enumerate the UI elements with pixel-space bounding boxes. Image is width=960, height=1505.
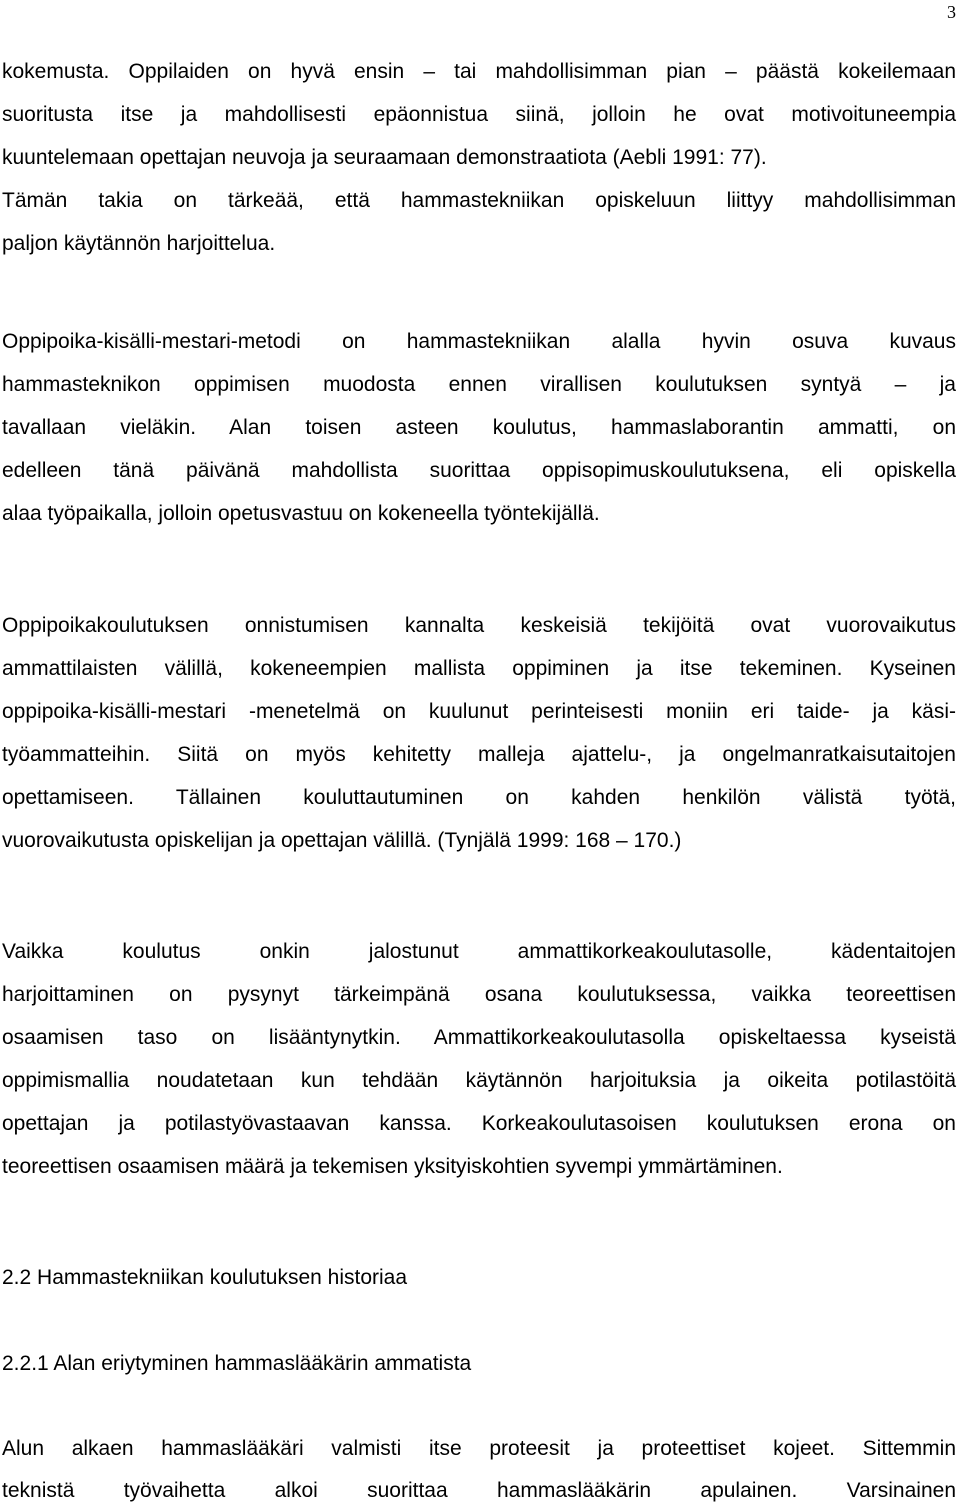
text-line: paljon käytännön harjoittelua.: [2, 232, 276, 255]
text-line: opettajan ja potilastyövastaavan kanssa. Korkeakoulutasoisen koulutuksen erona on: [2, 1112, 956, 1135]
text-line: tavallaan vieläkin. Alan toisen asteen koulutus, hammaslaborantin ammatti, on: [2, 416, 956, 439]
text-line: hammasteknikon oppimisen muodosta ennen virallisen koulutuksen syntyä – ja: [2, 373, 956, 396]
text-line: teoreettisen osaamisen määrä ja tekemisen yksityiskohtien syvempi ymmärtäminen.: [2, 1155, 783, 1178]
text-line: Alun alkaen hammaslääkäri valmisti itse proteesit ja proteettiset kojeet. Sittemmin: [2, 1437, 956, 1460]
text-line: Oppipoikakoulutuksen onnistumisen kannalta keskeisiä tekijöitä ovat vuorovaikutus: [2, 614, 956, 637]
text-line: harjoittaminen on pysynyt tärkeimpänä osana koulutuksessa, vaikka teoreettisen: [2, 983, 956, 1006]
text-line: vuorovaikutusta opiskelijan ja opettajan välillä. (Tynjälä 1999: 168 – 170.): [2, 829, 682, 852]
text-line: opettamiseen. Tällainen kouluttautuminen on kahden henkilön välistä työtä,: [2, 786, 956, 809]
text-line: osaamisen taso on lisääntynytkin. Ammattikorkeakoulutasolla opiskeltaessa kyseistä: [2, 1026, 956, 1049]
text-line: Oppipoika-kisälli-mestari-metodi on hammastekniikan alalla hyvin osuva kuvaus: [2, 330, 956, 353]
text-line: työammatteihin. Siitä on myös kehitetty malleja ajattelu-, ja ongelmanratkaisutaitojen: [2, 743, 956, 766]
text-line: teknistä työvaihetta alkoi suorittaa hammaslääkärin apulainen. Varsinainen: [2, 1479, 956, 1502]
text-line: kokemusta. Oppilaiden on hyvä ensin – tai mahdollisimman pian – päästä kokeilemaan: [2, 60, 956, 83]
text-line: Vaikka koulutus onkin jalostunut ammattikorkeakoulutasolle, kädentaitojen: [2, 940, 956, 963]
text-line: suoritusta itse ja mahdollisesti epäonnistua siinä, jolloin he ovat motivoituneempia: [2, 103, 956, 126]
text-line: oppimismallia noudatetaan kun tehdään käytännön harjoituksia ja oikeita potilastöitä: [2, 1069, 956, 1092]
subsection-heading: 2.2.1 Alan eriytyminen hammaslääkärin ammatista: [2, 1352, 472, 1375]
text-line: Tämän takia on tärkeää, että hammastekniikan opiskeluun liittyy mahdollisimman: [2, 189, 956, 212]
text-line: ammattilaisten välillä, kokeneempien mallista oppiminen ja itse tekeminen. Kyseinen: [2, 657, 956, 680]
page-number: 3: [947, 2, 956, 22]
text-line: edelleen tänä päivänä mahdollista suorittaa oppisopimuskoulutuksena, eli opiskella: [2, 459, 956, 482]
text-line: kuuntelemaan opettajan neuvoja ja seuraamaan demonstraatiota (Aebli 1991: 77).: [2, 146, 767, 169]
text-line: alaa työpaikalla, jolloin opetusvastuu on kokeneella työntekijällä.: [2, 502, 600, 525]
text-line: oppipoika-kisälli-mestari -menetelmä on kuulunut perinteisesti moniin eri taide- ja käsi-: [2, 700, 956, 723]
section-heading: 2.2 Hammastekniikan koulutuksen historiaa: [2, 1266, 408, 1289]
